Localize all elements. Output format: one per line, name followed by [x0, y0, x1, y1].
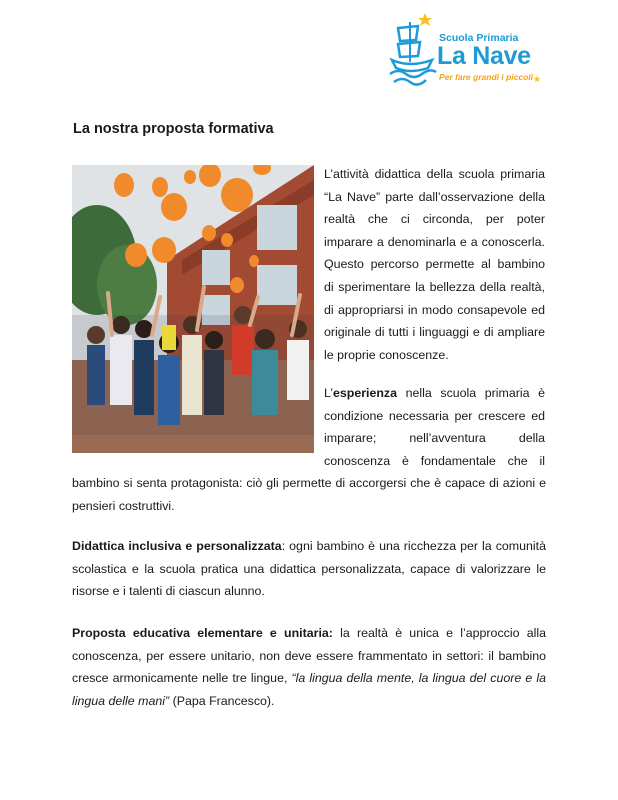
experience-line-2: condizione necessaria per crescere ed — [324, 408, 545, 423]
educational-proposal-paragraph — [72, 622, 546, 712]
experience-pre: L’ — [324, 386, 333, 400]
school-logo — [388, 10, 548, 90]
experience-line-1 — [324, 382, 545, 405]
intro-paragraph: L’attività didattica della scuola primaria “La Nave” parte dall’osservazione della realtà che ci circonda, per poter imparare a denominarla e a conoscerla. Questo percorso permette al bambino di sperimentare la bellezza della realtà, di appropriarsi in modo consapevole ed originale di tutti i linguaggi e di ampliare le proprie conoscenze. — [324, 167, 545, 362]
experience-line-4: conoscenza è fondamentale che il — [324, 453, 545, 468]
ship-logo-icon — [388, 10, 438, 88]
educational-proposal-heading: Proposta educativa elementare e unitaria: — [72, 626, 333, 640]
children-with-orange-balloons-photo — [72, 165, 314, 453]
logo-school-text: Scuola Primaria — [439, 32, 519, 44]
inclusive-teaching-heading: Didattica inclusiva e personalizzata — [72, 539, 282, 553]
inclusive-teaching-text: : ogni bambino è una ricchezza per la comunità scolastica e la scuola pratica una didattica personalizzata, capace di valorizzare le risorse e i talenti di ciascun alunno. — [72, 539, 546, 599]
experience-bold: esperienza — [332, 386, 398, 400]
experience-line-3: imparare; nell’avventura della — [324, 431, 545, 446]
page-title: La nostra proposta formativa — [73, 121, 274, 137]
quote-attribution: (Papa Francesco). — [169, 693, 275, 708]
inclusive-teaching-paragraph — [72, 535, 546, 603]
educational-proposal-text: la realtà è unica e l’approccio alla conoscenza, per essere unitario, non deve essere frammentato in settori: il bambino cresce armonicamente nelle tre lingue, — [72, 626, 546, 686]
experience-continuation: bambino si senta protagonista: ciò gli permette di accorgersi che è capace di azioni e pensieri costruttivi. — [72, 476, 546, 513]
experience-line1-text: nella scuola primaria è — [397, 386, 545, 400]
star-icon: ★ — [533, 74, 542, 84]
quote-text: “la lingua della mente, la lingua del cuore e la lingua delle mani” — [72, 671, 546, 708]
logo-name-text: La Nave — [437, 42, 531, 70]
experience-paragraph — [324, 382, 545, 472]
logo-tagline: Per fare grandi i piccoli — [439, 72, 534, 82]
